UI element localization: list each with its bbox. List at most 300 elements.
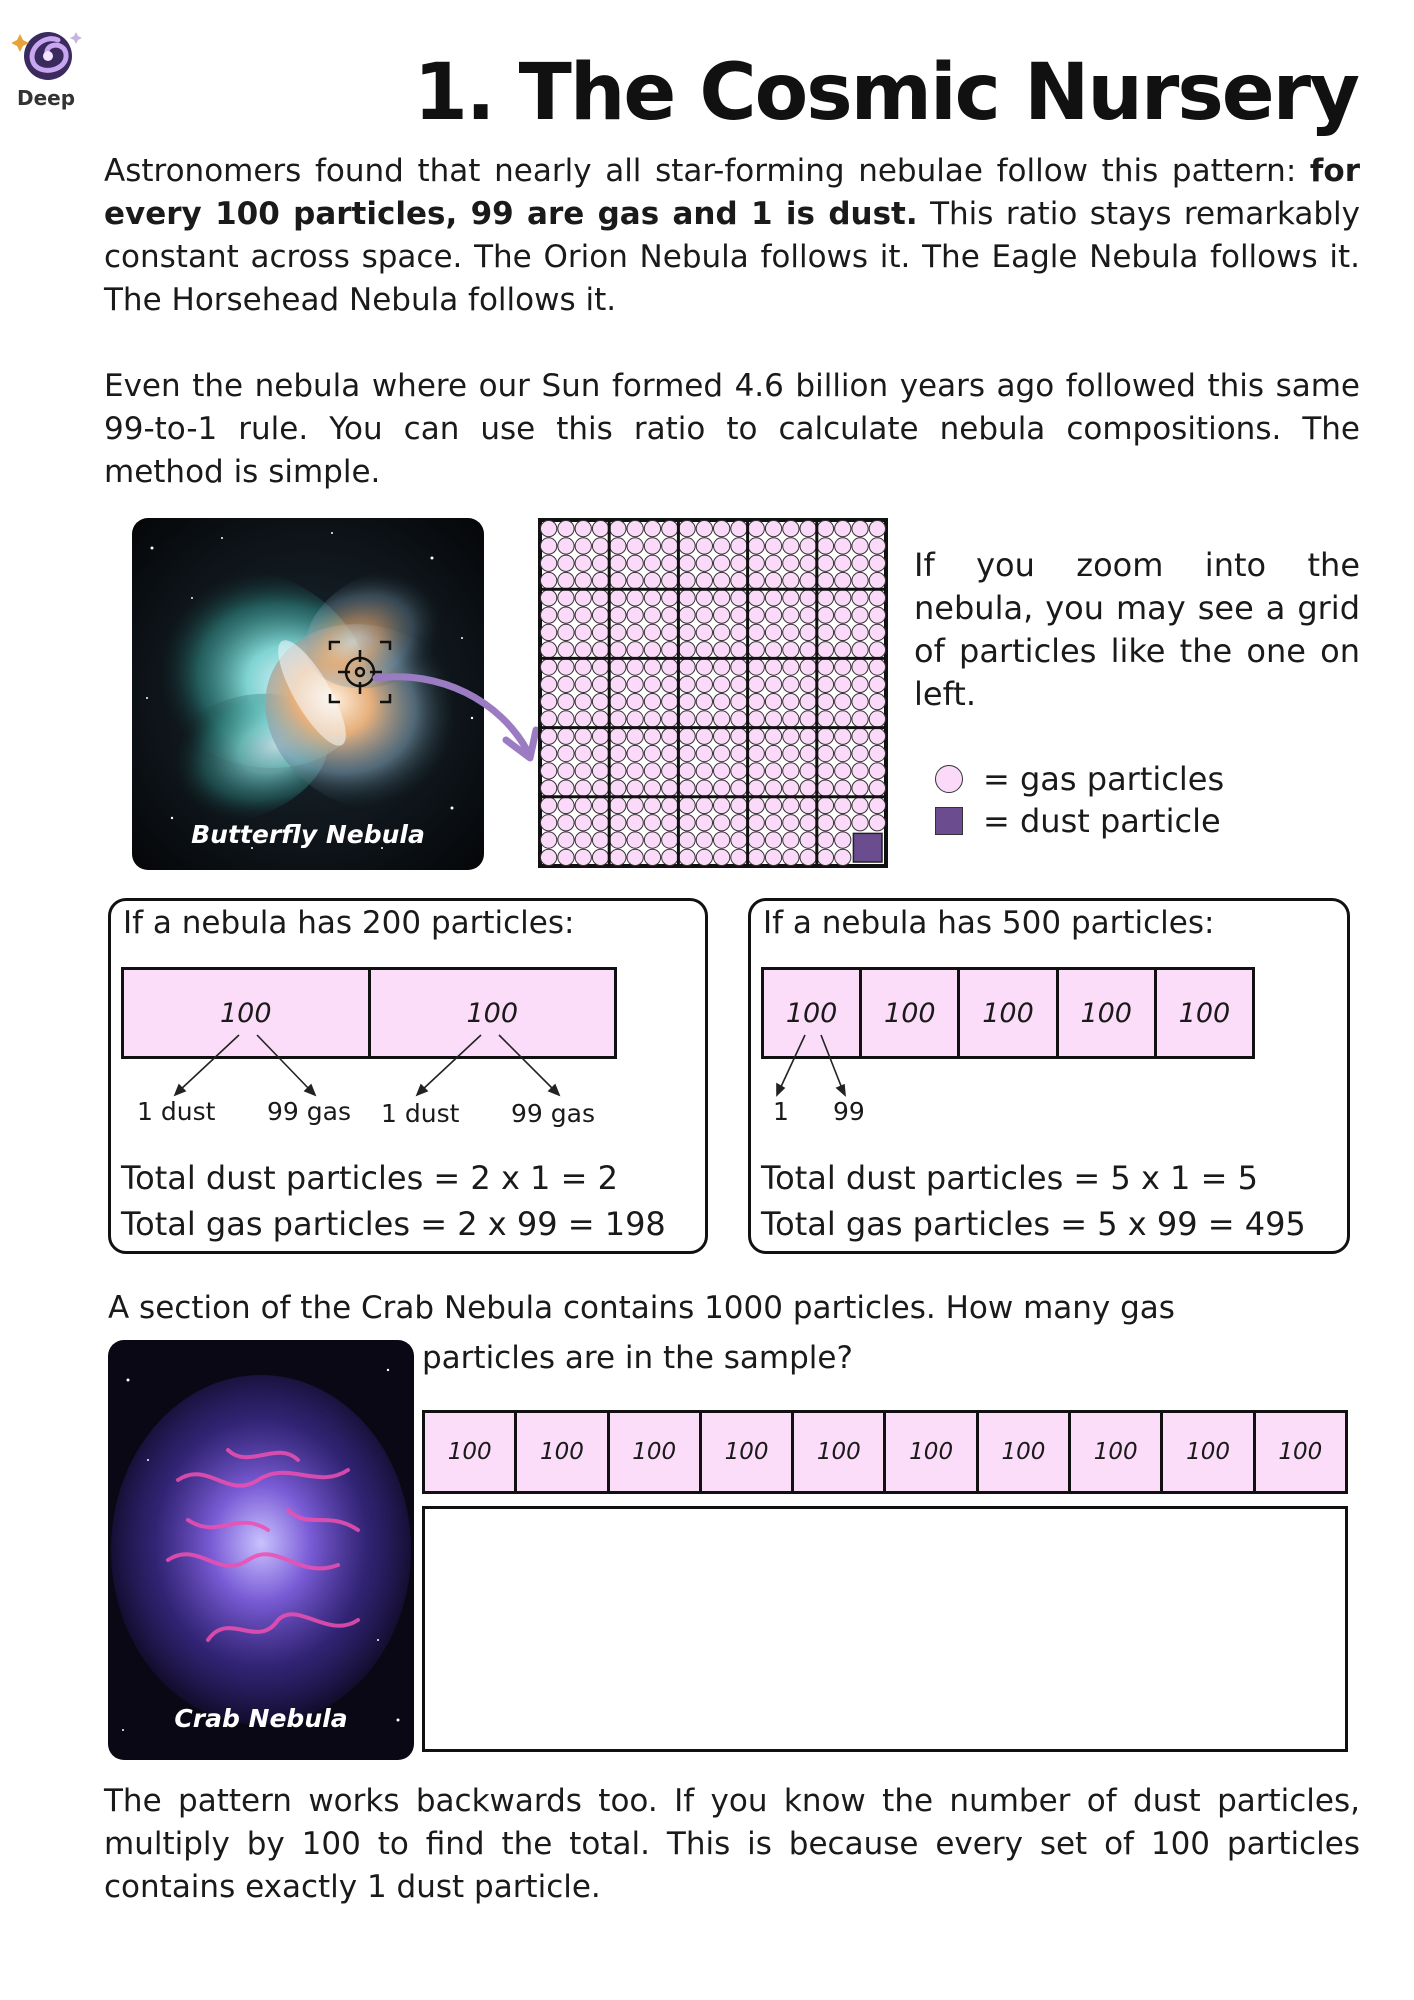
gas-particle: [610, 676, 626, 692]
intro-p1-start: Astronomers found that nearly all star-forming nebulae follow this pattern:: [104, 153, 1310, 189]
gas-particle: [783, 849, 799, 865]
particle-grid: [538, 518, 888, 868]
gas-particle: [817, 763, 833, 779]
gas-particle: [575, 797, 591, 813]
gas-particle: [748, 797, 764, 813]
gas-particle: [800, 572, 816, 588]
gas-particle: [592, 642, 608, 658]
gas-particle: [679, 521, 695, 537]
gas-particle: [679, 849, 695, 865]
gas-particle: [575, 711, 591, 727]
gas-particle: [835, 676, 851, 692]
gas-particle: [662, 659, 678, 675]
gas-particle: [817, 832, 833, 848]
gas-particle: [765, 659, 781, 675]
gas-particle: [644, 538, 660, 554]
butterfly-caption: Butterfly Nebula: [191, 820, 425, 849]
gas-particle: [541, 815, 557, 831]
gas-particle: [627, 659, 643, 675]
gas-particle: [558, 538, 574, 554]
gas-particle: [748, 849, 764, 865]
gas-particle: [765, 538, 781, 554]
gas-particle: [610, 572, 626, 588]
gas-particle: [696, 659, 712, 675]
gas-particle: [714, 590, 730, 606]
logo: [12, 26, 92, 122]
gas-particle: [558, 607, 574, 623]
gas-particle: [696, 763, 712, 779]
gas-particle: [610, 590, 626, 606]
gas-particle: [748, 815, 764, 831]
gas-particle: [558, 780, 574, 796]
gas-particle: [696, 780, 712, 796]
gas-particle: [610, 745, 626, 761]
gas-particle: [627, 694, 643, 710]
bar-segment: 100: [764, 970, 862, 1056]
gas-particle: [783, 745, 799, 761]
gas-particle: [592, 815, 608, 831]
gas-particle: [696, 555, 712, 571]
gas-particle: [696, 521, 712, 537]
gas-particle: [644, 590, 660, 606]
gas-particle: [765, 832, 781, 848]
gas-particle: [696, 728, 712, 744]
gas-particle: [575, 642, 591, 658]
gas-particle: [731, 624, 747, 640]
intro-paragraph-1: [104, 150, 1360, 322]
gas-particle: [817, 590, 833, 606]
intro-p1-end: This ratio stays remarkably constant across space. The Orion Nebula follows it. The Eagle Nebula follows it. The Horsehead Nebula follows it.: [104, 196, 1361, 318]
gas-particle: [679, 555, 695, 571]
gas-particle: [610, 538, 626, 554]
gas-particle: [575, 607, 591, 623]
crab-nebula-image: [108, 1340, 414, 1760]
gas-particle: [800, 642, 816, 658]
gas-particle: [748, 694, 764, 710]
gas-particle: [644, 711, 660, 727]
gas-particle: [800, 728, 816, 744]
gas-particle: [558, 763, 574, 779]
gas-particle: [817, 624, 833, 640]
gas-particle: [835, 832, 851, 848]
gas-particle: [748, 538, 764, 554]
gas-particle: [679, 815, 695, 831]
gas-particle: [835, 659, 851, 675]
gas-particle: [783, 815, 799, 831]
gas-particle: [541, 624, 557, 640]
gas-particle: [800, 832, 816, 848]
gas-particle: [575, 590, 591, 606]
gas-particle: [679, 728, 695, 744]
gas-particle: [731, 538, 747, 554]
gas-particle: [817, 555, 833, 571]
gas-particle: [731, 815, 747, 831]
gas-particle: [835, 711, 851, 727]
gas-particle: [783, 832, 799, 848]
gas-particle: [644, 815, 660, 831]
gas-particle: [731, 521, 747, 537]
gas-particle: [748, 624, 764, 640]
gas-particle: [610, 555, 626, 571]
gas-particle: [869, 815, 885, 831]
gas-particle: [592, 676, 608, 692]
closing-paragraph: The pattern works backwards too. If you know the number of dust particles, multiply by 100 to find the total. This is because every set of 100 particles contains exactly 1 dust particle.: [104, 1783, 1360, 1905]
gas-particle: [627, 728, 643, 744]
gas-particle: [679, 590, 695, 606]
gas-particle: [627, 607, 643, 623]
example-200-arrows: [111, 901, 711, 1257]
gas-particle: [558, 815, 574, 831]
gas-particle: [541, 676, 557, 692]
gas-particle: [748, 590, 764, 606]
gas-particle: [644, 728, 660, 744]
gas-particle: [714, 780, 730, 796]
gas-particle: [835, 624, 851, 640]
gas-particle: [748, 728, 764, 744]
gas-particle: [558, 590, 574, 606]
gas-particle: [817, 797, 833, 813]
gas-particle: [800, 590, 816, 606]
gas-particle: [852, 642, 868, 658]
intro-paragraph-2: Even the nebula where our Sun formed 4.6 billion years ago followed this same 99-to-1 rule. You can use this ratio to calculate nebula compositions. The method is simple.: [104, 368, 1360, 490]
zoom-description: If you zoom into the nebula, you may see a grid of particles like the one on left.: [914, 546, 1360, 713]
gas-particle: [748, 607, 764, 623]
gas-particle: [783, 780, 799, 796]
bar-segment: 100: [124, 970, 371, 1056]
example-200-total-dust: Total dust particles = 2 x 1 = 2: [121, 1159, 618, 1197]
gas-particle: [662, 607, 678, 623]
gas-particle: [869, 676, 885, 692]
gas-particle: [852, 694, 868, 710]
gas-particle: [852, 676, 868, 692]
gas-particle: [696, 711, 712, 727]
gas-particle: [852, 555, 868, 571]
gas-particle: [558, 676, 574, 692]
gas-particle: [627, 832, 643, 848]
gas-particle: [592, 797, 608, 813]
gas-particle: [644, 607, 660, 623]
gas-particle: [852, 624, 868, 640]
gas-particle: [541, 607, 557, 623]
gas-particle: [541, 780, 557, 796]
gas-particle: [783, 763, 799, 779]
gas-particle: [696, 849, 712, 865]
gas-particle: [644, 694, 660, 710]
example-200-label: 99 gas: [267, 1097, 351, 1126]
gas-particle: [679, 694, 695, 710]
gas-particle: [662, 832, 678, 848]
gas-particle: [575, 538, 591, 554]
gas-particle: [627, 849, 643, 865]
gas-particle: [714, 607, 730, 623]
gas-particle: [592, 572, 608, 588]
gas-particle: [714, 815, 730, 831]
gas-particle: [765, 607, 781, 623]
gas-particle: [800, 676, 816, 692]
gas-particle: [558, 659, 574, 675]
example-500-label: 99: [833, 1097, 865, 1126]
question-bar: [422, 1410, 1348, 1494]
galaxy-logo-icon: [12, 26, 82, 90]
gas-particle: [835, 763, 851, 779]
bar-segment: 100: [886, 1413, 978, 1491]
gas-particle: [558, 832, 574, 848]
example-200-total-gas: Total gas particles = 2 x 99 = 198: [121, 1205, 666, 1243]
gas-particle: [558, 521, 574, 537]
gas-particle: [541, 763, 557, 779]
gas-particle: [714, 728, 730, 744]
bar-segment: 100: [794, 1413, 886, 1491]
gas-particle: [662, 642, 678, 658]
bar-segment: 100: [1163, 1413, 1255, 1491]
gas-particle: [662, 572, 678, 588]
gas-particle: [662, 521, 678, 537]
gas-particle: [731, 745, 747, 761]
gas-particle: [800, 780, 816, 796]
gas-particle: [835, 849, 851, 865]
gas-particle: [541, 694, 557, 710]
gas-particle: [696, 572, 712, 588]
gas-particle: [765, 694, 781, 710]
gas-particle-icon: [935, 765, 963, 793]
gas-particle: [592, 832, 608, 848]
gas-particle: [696, 590, 712, 606]
gas-particle: [592, 521, 608, 537]
gas-particle: [610, 763, 626, 779]
gas-particle: [679, 780, 695, 796]
gas-particle: [731, 763, 747, 779]
gas-particle: [644, 745, 660, 761]
gas-particle: [575, 659, 591, 675]
gas-particle: [558, 555, 574, 571]
gas-particle: [800, 797, 816, 813]
example-200-label: 1 dust: [381, 1099, 460, 1128]
gas-particle: [662, 728, 678, 744]
gas-particle: [817, 849, 833, 865]
gas-particle: [869, 538, 885, 554]
gas-particle: [541, 832, 557, 848]
gas-particle: [592, 745, 608, 761]
gas-particle: [748, 642, 764, 658]
gas-particle: [783, 797, 799, 813]
gas-particle: [835, 780, 851, 796]
gas-particle: [714, 572, 730, 588]
gas-particle: [835, 815, 851, 831]
gas-particle: [627, 711, 643, 727]
gas-particle: [592, 763, 608, 779]
gas-particle: [592, 607, 608, 623]
gas-particle: [644, 797, 660, 813]
gas-particle: [592, 780, 608, 796]
gas-particle: [575, 815, 591, 831]
gas-particle: [817, 694, 833, 710]
gas-particle: [869, 728, 885, 744]
gas-particle: [869, 555, 885, 571]
legend-gas: [935, 760, 1224, 798]
crab-caption: Crab Nebula: [174, 1704, 348, 1733]
gas-particle: [541, 590, 557, 606]
gas-particle: [748, 676, 764, 692]
gas-particle: [696, 607, 712, 623]
gas-particle: [714, 711, 730, 727]
gas-particle: [679, 642, 695, 658]
gas-particle: [783, 590, 799, 606]
gas-particle: [558, 745, 574, 761]
bar-segment: 100: [517, 1413, 609, 1491]
gas-particle: [592, 659, 608, 675]
gas-particle: [592, 590, 608, 606]
gas-particle: [558, 797, 574, 813]
gas-particle: [800, 763, 816, 779]
gas-particle: [575, 555, 591, 571]
gas-particle: [748, 521, 764, 537]
gas-particle: [731, 694, 747, 710]
dust-particle: [853, 833, 882, 862]
gas-particle: [696, 745, 712, 761]
gas-particle: [748, 832, 764, 848]
gas-particle: [696, 642, 712, 658]
gas-particle: [765, 849, 781, 865]
gas-particle: [852, 728, 868, 744]
gas-particle: [869, 659, 885, 675]
gas-particle: [662, 815, 678, 831]
gas-particle: [817, 572, 833, 588]
gas-particle: [679, 607, 695, 623]
gas-particle: [800, 745, 816, 761]
gas-particle: [800, 624, 816, 640]
legend-gas-label: = gas particles: [983, 760, 1225, 798]
gas-particle: [558, 572, 574, 588]
bar-segment: 100: [979, 1413, 1071, 1491]
gas-particle: [610, 849, 626, 865]
gas-particle: [731, 832, 747, 848]
bar-segment: 100: [371, 970, 615, 1056]
gas-particle: [575, 521, 591, 537]
gas-particle: [575, 745, 591, 761]
gas-particle: [783, 711, 799, 727]
gas-particle: [644, 849, 660, 865]
gas-particle: [869, 607, 885, 623]
gas-particle: [662, 780, 678, 796]
gas-particle: [575, 624, 591, 640]
gas-particle: [852, 659, 868, 675]
gas-particle: [765, 676, 781, 692]
bar-segment: 100: [702, 1413, 794, 1491]
gas-particle: [835, 642, 851, 658]
gas-particle: [869, 624, 885, 640]
gas-particle: [852, 590, 868, 606]
gas-particle: [575, 832, 591, 848]
gas-particle: [662, 555, 678, 571]
gas-particle: [627, 538, 643, 554]
gas-particle: [817, 711, 833, 727]
legend-dust-label: = dust particle: [983, 802, 1221, 840]
example-200-heading: If a nebula has 200 particles:: [123, 905, 575, 941]
question-line-2: particles are in the sample?: [422, 1340, 853, 1376]
gas-particle: [817, 521, 833, 537]
gas-particle: [731, 607, 747, 623]
gas-particle: [627, 572, 643, 588]
particle-grid-graphic: [538, 518, 888, 868]
gas-particle: [800, 711, 816, 727]
gas-particle: [627, 521, 643, 537]
gas-particle: [575, 694, 591, 710]
gas-particle: [817, 642, 833, 658]
gas-particle: [696, 538, 712, 554]
gas-particle: [714, 797, 730, 813]
example-500-arrows: [751, 901, 1353, 1257]
gas-particle: [869, 521, 885, 537]
answer-box[interactable]: [422, 1506, 1348, 1752]
gas-particle: [852, 815, 868, 831]
gas-particle: [662, 745, 678, 761]
gas-particle: [541, 572, 557, 588]
gas-particle: [835, 728, 851, 744]
gas-particle: [644, 659, 660, 675]
gas-particle: [610, 694, 626, 710]
gas-particle: [644, 555, 660, 571]
dust-particle-icon: [935, 807, 963, 835]
gas-particle: [627, 745, 643, 761]
gas-particle: [644, 642, 660, 658]
gas-particle: [644, 763, 660, 779]
gas-particle: [800, 555, 816, 571]
gas-particle: [731, 642, 747, 658]
gas-particle: [592, 728, 608, 744]
gas-particle: [783, 624, 799, 640]
gas-particle: [835, 797, 851, 813]
gas-particle: [800, 694, 816, 710]
gas-particle: [714, 521, 730, 537]
gas-particle: [714, 745, 730, 761]
gas-particle: [662, 590, 678, 606]
gas-particle: [558, 694, 574, 710]
gas-particle: [783, 572, 799, 588]
gas-particle: [852, 797, 868, 813]
gas-particle: [765, 521, 781, 537]
gas-particle: [627, 763, 643, 779]
gas-particle: [541, 555, 557, 571]
bar-segment: 100: [1059, 970, 1157, 1056]
gas-particle: [644, 780, 660, 796]
gas-particle: [662, 763, 678, 779]
gas-particle: [869, 694, 885, 710]
bar-segment: 100: [960, 970, 1058, 1056]
gas-particle: [783, 728, 799, 744]
gas-particle: [714, 849, 730, 865]
gas-particle: [662, 538, 678, 554]
gas-particle: [852, 521, 868, 537]
gas-particle: [679, 832, 695, 848]
gas-particle: [696, 624, 712, 640]
gas-particle: [852, 711, 868, 727]
gas-particle: [627, 624, 643, 640]
gas-particle: [541, 711, 557, 727]
gas-particle: [731, 849, 747, 865]
gas-particle: [765, 797, 781, 813]
gas-particle: [748, 745, 764, 761]
gas-particle: [679, 745, 695, 761]
logo-text: Deep: [16, 86, 76, 110]
gas-particle: [765, 642, 781, 658]
gas-particle: [714, 624, 730, 640]
gas-particle: [835, 538, 851, 554]
gas-particle: [662, 797, 678, 813]
gas-particle: [765, 624, 781, 640]
intro-p1-bold: for every 100 particles, 99 are gas and 1 is dust.: [104, 153, 1360, 232]
gas-particle: [592, 538, 608, 554]
gas-particle: [748, 555, 764, 571]
